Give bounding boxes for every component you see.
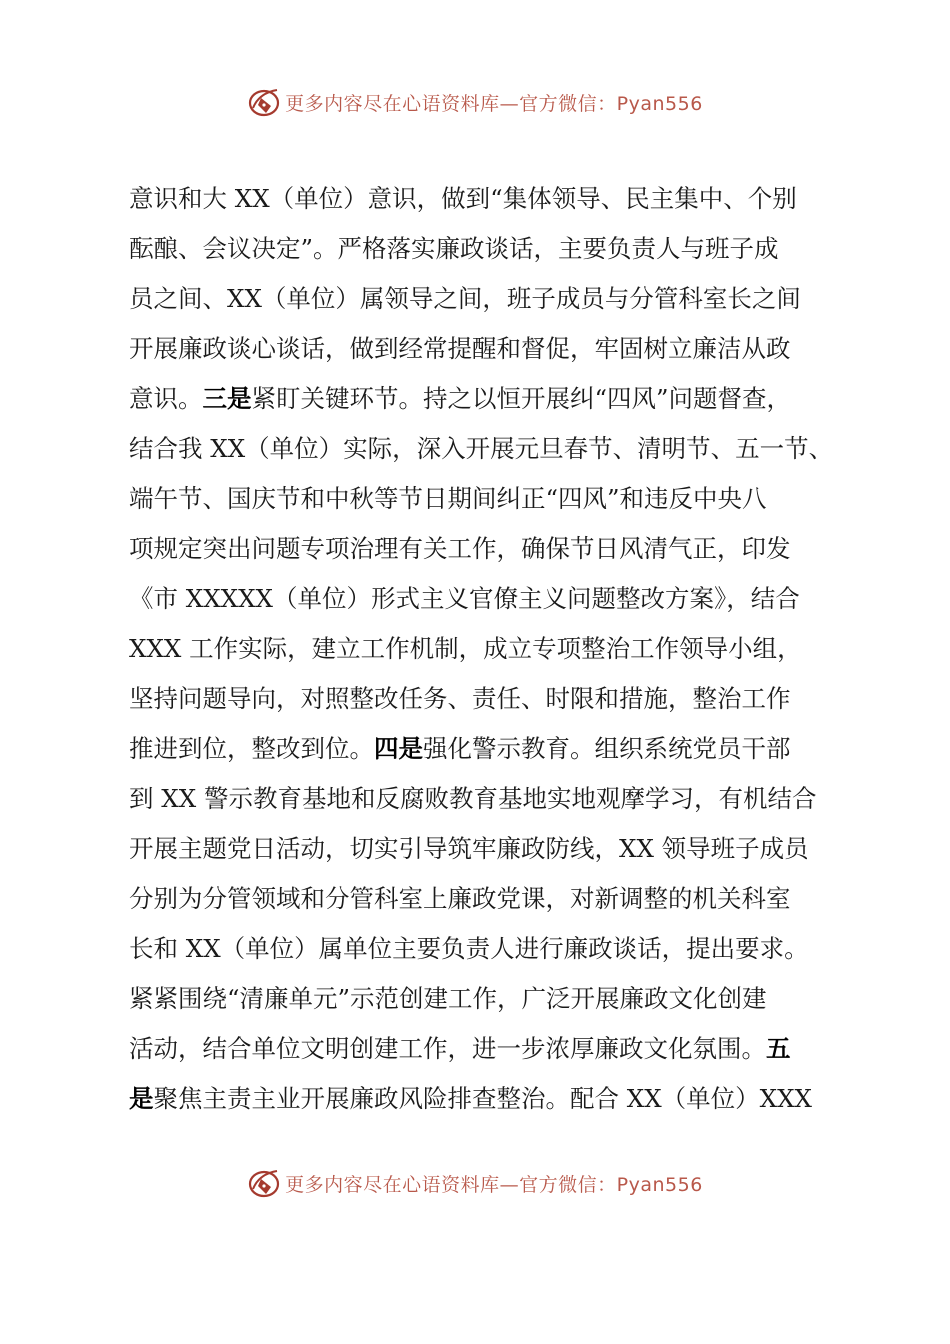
text-line — [129, 624, 834, 674]
text-run: 开展廉政谈心谈话，做到经常提醒和督促，牢固树立廉洁从政 — [129, 334, 791, 363]
banner-text: 更多内容尽在心语资料库—官方微信：Pyan556 — [285, 92, 703, 115]
text-run: 酝酿、会议决定”。严格落实廉政谈话，主要负责人与班子成 — [129, 234, 779, 263]
text-line — [129, 224, 834, 274]
text-run: 意识和大 XX（单位）意识，做到“集体领导、民主集中、个别 — [129, 184, 797, 213]
text-line — [129, 824, 834, 874]
text-line — [129, 324, 834, 374]
text-run: 坚持问题导向，对照整改任务、责任、时限和措施，整治工作 — [129, 684, 791, 713]
header-banner — [0, 82, 950, 122]
text-line — [129, 874, 834, 924]
text-run: 紧盯关键环节。持之以恒开展纠“四风”问题督查， — [251, 384, 792, 413]
text-run: 端午节、国庆节和中秋等节日期间纠正“四风”和违反中央八 — [129, 484, 767, 513]
text-line — [129, 274, 834, 324]
text-run: 结合我 XX（单位）实际，深入开展元旦春节、清明节、五一节、 — [129, 434, 834, 463]
text-line — [129, 974, 834, 1024]
banner-wechat-id: Pyan556 — [616, 1173, 703, 1196]
text-line — [129, 724, 834, 774]
text-run: 项规定突出问题专项治理有关工作，确保节日风清气正，印发 — [129, 534, 791, 563]
text-line — [129, 374, 834, 424]
text-run: 到 XX 警示教育基地和反腐败教育基地实地观摩学习，有机结合 — [129, 784, 817, 813]
banner-text: 更多内容尽在心语资料库—官方微信：Pyan556 — [285, 1173, 703, 1196]
bold-run: 是 — [129, 1084, 154, 1113]
text-run: 员之间、XX（单位）属领导之间，班子成员与分管科室长之间 — [129, 284, 801, 313]
text-run: 长和 XX（单位）属单位主要负责人进行廉政谈话，提出要求。 — [129, 934, 809, 963]
text-line — [129, 1024, 834, 1074]
text-line — [129, 174, 834, 224]
bold-run: 四是 — [374, 734, 423, 763]
text-run: 意识。 — [129, 384, 203, 413]
text-run: 强化警示教育。组织系统党员干部 — [423, 734, 791, 763]
text-line — [129, 424, 834, 474]
pen-nib-logo-icon — [247, 1165, 283, 1201]
text-line — [129, 574, 834, 624]
text-run: 聚焦主责主业开展廉政风险排查整治。配合 XX（单位）XXX — [153, 1084, 812, 1113]
text-line — [129, 774, 834, 824]
bold-run: 三是 — [202, 384, 252, 413]
text-run: XXX 工作实际，建立工作机制，成立专项整治工作领导小组， — [129, 634, 802, 663]
text-run: 分别为分管领域和分管科室上廉政党课，对新调整的机关科室 — [129, 884, 791, 913]
text-line — [129, 674, 834, 724]
bold-run: 五 — [766, 1034, 791, 1063]
text-line — [129, 474, 834, 524]
text-line — [129, 524, 834, 574]
text-line — [129, 924, 834, 974]
text-run: 《市 XXXXX（单位）形式主义官僚主义问题整改方案》，结合 — [129, 584, 800, 613]
banner-wechat-id: Pyan556 — [616, 92, 703, 115]
pen-nib-logo-icon — [247, 84, 283, 120]
text-run: 开展主题党日活动，切实引导筑牢廉政防线，XX 领导班子成员 — [129, 834, 809, 863]
text-line — [129, 1074, 834, 1124]
document-body — [129, 174, 834, 1124]
text-run: 推进到位，整改到位。 — [129, 734, 374, 763]
text-run: 紧紧围绕“清廉单元”示范创建工作，广泛开展廉政文化创建 — [129, 984, 767, 1013]
footer-banner — [0, 1163, 950, 1203]
text-run: 活动，结合单位文明创建工作，进一步浓厚廉政文化氛围。 — [129, 1034, 766, 1063]
